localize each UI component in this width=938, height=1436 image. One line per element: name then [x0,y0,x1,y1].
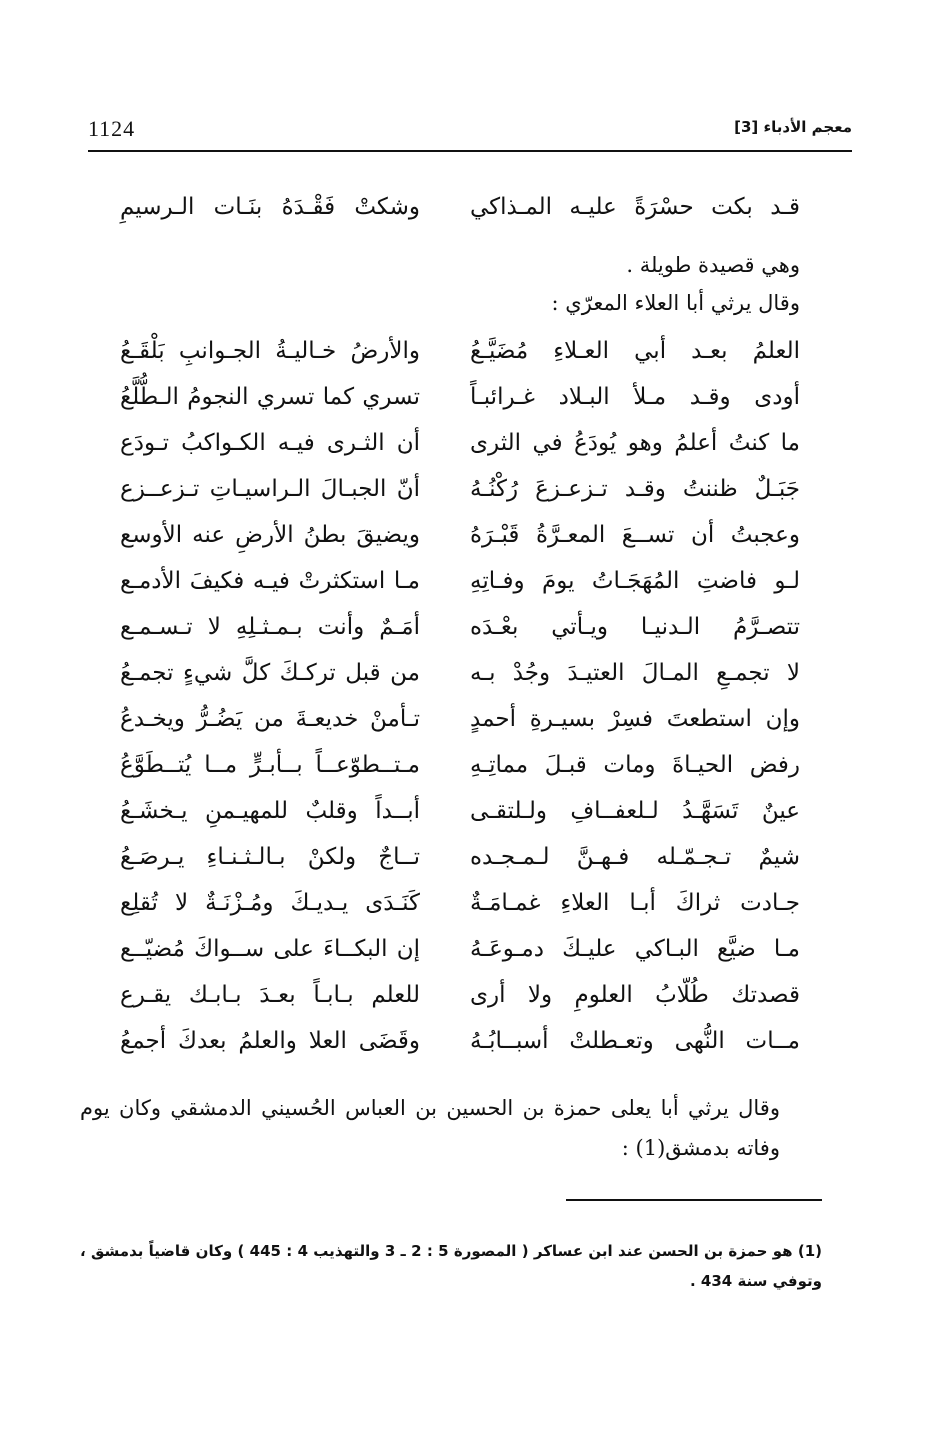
couplet [120,699,800,739]
footnote-rule [566,1199,822,1201]
hemistich-second: من قبل تركـكَ كلَّ شيءٍ تجمـعُ [120,660,420,686]
hemistich-second: تـأمنْ خديعـةَ من يَضُـرُّ ويخـدعُ [120,706,420,732]
hemistich-first: ما كنتُ أعلمُ وهو يُودَعُ في الثرى [470,430,800,456]
hemistich-first: مـا ضيَّع البـاكي عليـكَ دمـوعَـهُ [470,936,800,962]
hemistich-second: ويضيقَ بطنُ الأرضِ عنه الأوسع [120,522,420,548]
couplet [120,975,800,1015]
hemistich-second: مـتــطوّعــاً بــأبـرٍّ مــا يُتــطَوَّعُ [120,752,420,778]
hemistich-first: لا تجمـعِ المـالَ العتيـدَ وجُدْ بـه [470,660,800,686]
hemistich-first: لـو فاضتِ المُهَجَـاتُ يومَ وفـاتِهِ [470,568,800,594]
hemistich-second: مـا استكثرتْ فيـه فكيفَ الأدمـع [120,568,420,594]
couplet [120,515,800,555]
hemistich-first: تتصـرَّمُ الـدنيـا ويـأتي بعْـدَه [470,614,800,640]
footnote: (1) هو حمزة بن الحسن عند ابن عساكر ( المصورة 5 : 2 ـ 3 والتهذيب 4 : 445 ) وكان قاضياً بدمشق ، وتوفي سنة 434 . [80,1242,822,1290]
hemistich-second: والأرضُ خـاليـةُ الجـوانبِ بَلْقَـعُ [120,338,420,364]
hemistich-first: جـادت ثراكَ أبـا العلاءِ غمـامَـةٌ [470,890,800,916]
running-head: معجم الأدباء [3] [734,118,852,136]
hemistich-second: تــاجٌ ولكنْ بـالـثـنـاءِ يـرصَـعُ [120,844,420,870]
header-rule [88,150,852,152]
couplet [120,423,800,463]
hemistich-first: رفض الحيـاةَ ومات قبـلَ مماتِـهِ [470,752,800,778]
intro-note: وهي قصيدة طويلة . [626,253,800,277]
hemistich-second: للعلم بـابـاً بعـدَ بـابـك يقـرع [120,982,420,1008]
hemistich-second: أبــداً وقلبٌ للمهيـمنِ يـخشَـعُ [120,798,420,824]
couplet [120,791,800,831]
couplet [120,837,800,877]
couplet [120,745,800,785]
couplet [120,469,800,509]
couplet [120,929,800,969]
hemistich-first: قصدتك طُلّابُ العلومِ ولا أرى [470,982,800,1008]
hemistich-second: أنّ الجبـالَ الـراسيـاتِ تـزعــزع [120,476,420,502]
couplet [120,653,800,693]
hemistich-first: وإن استطعتَ فسِرْ بسيـرةِ أحمدٍ [470,706,800,732]
hemistich-first: جَبَـلٌ ظننتُ وقـد تـزعـزعَ رُكْنُـهُ [470,476,800,502]
hemistich-first: عينٌ تَسَهَّـدُ لـلعفــافِ ولـلتقـى [470,798,800,824]
couplet [120,607,800,647]
hemistich-first: شيمٌ تـجـمّـله فـهـنَّ لـمـجـده [470,844,800,870]
hemistich-second: تسري كما تسري النجومُ الـطُّلَّعُ [120,384,420,410]
hemistich-first: أودى وقـد مـلأ البـلاد غـرائبـاً [470,384,800,410]
page-number: 1124 [88,116,136,141]
hemistich-first: وعجبتُ أن تســعَ المعـرَّةُ قَبْـرَهُ [470,522,800,548]
hemistich-second: أمَـمٌ وأنت بـمـثـلِهِ لا تـسـمـع [120,614,420,640]
intro-elegy: وقال يرثي أبا العلاء المعرّي : [551,291,800,315]
hemistich-first: قـد بكت حسْرَةً عليـه المـذاكي [470,194,800,220]
couplet [120,883,800,923]
page-header [88,112,852,152]
couplet [120,331,800,371]
hemistich-second: أن الثـرى فيـه الكـواكبُ تـودَع [120,430,420,456]
hemistich-first: العلمُ بعـد أبي العـلاءِ مُضَيَّـعُ [470,338,800,364]
hemistich-second: كَنَـدَى يـديـكَ ومُـزْنَـةٌ لا تُقلِع [120,890,420,916]
hemistich-second: إن البكــاءَ على ســواكَ مُضيّــع [120,936,420,962]
couplet [120,561,800,601]
hemistich-second: وقَضَى العلا والعلمُ بعدكَ أجمعُ [120,1028,420,1054]
hemistich-second: وشكتْ فَقْـدَهُ بنَـات الـرسيمِ [120,194,420,220]
hemistich-first: مــات النُّهى وتعـطلتْ أسبــابُـهُ [470,1028,800,1054]
couplet [120,1021,800,1061]
prose-paragraph: وقال يرثي أبا يعلى حمزة بن الحسين بن العباس الحُسيني الدمشقي وكان يوم وفاته بدمشق(1) : [80,1096,780,1160]
couplet [120,377,800,417]
poem1-couplet [120,187,800,227]
